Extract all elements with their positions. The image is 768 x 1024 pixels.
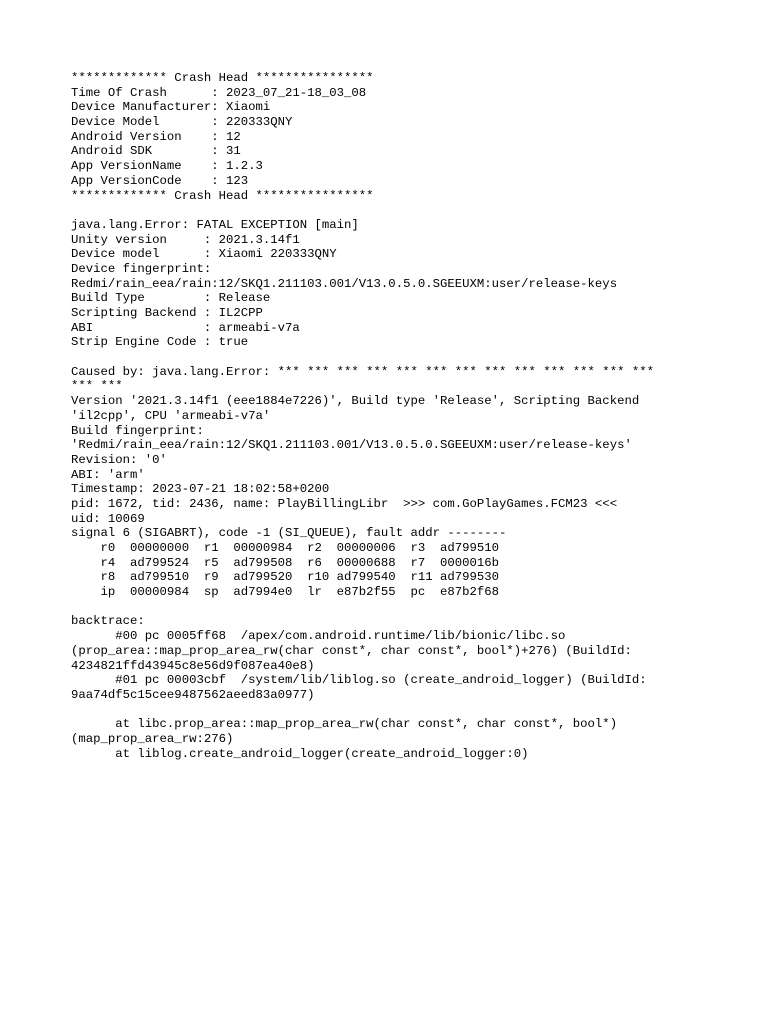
crash-head-field: App VersionCode : 123 — [71, 173, 249, 188]
abi: ABI : armeabi-v7a — [71, 320, 300, 335]
caused-by: Caused by: java.lang.Error: *** *** *** *** *** *** *** *** *** *** *** *** *** — [71, 364, 654, 379]
backtrace-frame: #01 pc 00003cbf /system/lib/liblog.so (create_android_logger) (BuildId: — [71, 673, 647, 688]
backtrace-frame-continued: (prop_area::map_prop_area_rw(char const*, char const*, bool*)+276) (BuildId: — [71, 643, 632, 658]
caused-by-continued: *** *** — [71, 379, 123, 394]
crash-head-field: Device Model : 220333QNY — [71, 115, 293, 130]
scripting-backend: Scripting Backend : IL2CPP — [71, 306, 263, 320]
field-value: 2023_07_21-18_03_08 — [225, 85, 367, 100]
field-value: 220333QNY — [225, 115, 293, 130]
pid-line: pid: 1672, tid: 2436, name: PlayBillingLibr >>> com.GoPlayGames.FCM23 <<< — [71, 496, 618, 511]
field-value: 12 — [225, 129, 241, 144]
version-info-continued: 'il2cpp', CPU 'armeabi-v7a' — [71, 408, 271, 423]
field-label: App VersionCode — [71, 173, 212, 188]
device-fingerprint-label: Device fingerprint: — [71, 261, 212, 276]
exception-header: java.lang.Error: FATAL EXCEPTION [main] — [71, 217, 359, 232]
revision: Revision: '0' — [71, 452, 167, 467]
signal-line: signal 6 (SIGABRT), code -1 (SI_QUEUE), fault addr -------- — [71, 526, 507, 541]
blank-line — [71, 350, 711, 365]
crash-head-field: Device Manufacturer: Xiaomi — [71, 100, 271, 115]
timestamp: Timestamp: 2023-07-21 18:02:58+0200 — [71, 482, 330, 497]
build-type: Build Type : Release — [71, 291, 271, 306]
blank-line — [71, 600, 711, 615]
field-label: Device Model — [71, 115, 212, 130]
field-label: Android SDK — [71, 144, 212, 159]
field-value: 123 — [225, 173, 249, 188]
field-value: Xiaomi — [225, 100, 271, 115]
register-row: r4 ad799524 r5 ad799508 r6 00000688 r7 0000016b — [71, 555, 500, 570]
device-fingerprint-value: Redmi/rain_eea/rain:12/SKQ1.211103.001/V13.0.5.0.SGEEUXM:user/release-keys — [71, 276, 618, 291]
stack-frame: at libc.prop_area::map_prop_area_rw(char const*, char const*, bool*) — [71, 717, 618, 732]
stack-frame: at liblog.create_android_logger(create_android_logger:0) — [71, 746, 529, 761]
crash-head-field: Time Of Crash : 2023_07_21-18_03_08 — [71, 85, 367, 100]
version-info: Version '2021.3.14f1 (eee1884e7226)', Build type 'Release', Scripting Backend — [71, 394, 640, 409]
crash-head-field: Android Version : 12 — [71, 129, 241, 144]
crash-head-banner-top: ************* Crash Head **************** — [71, 71, 374, 85]
blank-line — [71, 203, 711, 218]
backtrace-frame: #00 pc 0005ff68 /apex/com.android.runtime/lib/bionic/libc.so — [71, 629, 566, 644]
field-value: 1.2.3 — [225, 159, 263, 174]
blank-line — [71, 703, 711, 718]
field-label: Device Manufacturer — [71, 100, 212, 115]
crash-head-banner-bottom: ************* Crash Head **************** — [71, 188, 374, 203]
backtrace-label: backtrace: — [71, 614, 145, 629]
field-label: Android Version — [71, 129, 212, 144]
crash-head-field: Android SDK : 31 — [71, 144, 241, 159]
backtrace-frame-continued: 4234821ffd43945c8e56d9f087ea40e8) — [71, 658, 315, 673]
field-label: Time Of Crash — [71, 85, 212, 100]
strip-engine-code: Strip Engine Code : true — [71, 335, 249, 350]
crash-log-document — [71, 71, 711, 761]
field-label: App VersionName — [71, 159, 212, 174]
device-model: Device model : Xiaomi 220333QNY — [71, 247, 337, 262]
backtrace-frame-continued: 9aa74df5c15cee9487562aeed83a0977) — [71, 687, 315, 702]
stack-frame-continued: (map_prop_area_rw:276) — [71, 731, 234, 746]
register-row: r8 ad799510 r9 ad799520 r10 ad799540 r11 ad799530 — [71, 570, 500, 585]
uid-line: uid: 10069 — [71, 511, 145, 526]
build-fingerprint-label: Build fingerprint: — [71, 423, 204, 438]
unity-version: Unity version : 2021.3.14f1 — [71, 232, 300, 247]
crash-head-field: App VersionName : 1.2.3 — [71, 159, 263, 174]
build-fingerprint-value: 'Redmi/rain_eea/rain:12/SKQ1.211103.001/V13.0.5.0.SGEEUXM:user/release-keys' — [71, 438, 632, 453]
register-row: r0 00000000 r1 00000984 r2 00000006 r3 ad799510 — [71, 541, 500, 555]
abi-arm: ABI: 'arm' — [71, 467, 145, 482]
field-value: 31 — [225, 144, 241, 159]
register-row: ip 00000984 sp ad7994e0 lr e87b2f55 pc e87b2f68 — [71, 585, 500, 600]
